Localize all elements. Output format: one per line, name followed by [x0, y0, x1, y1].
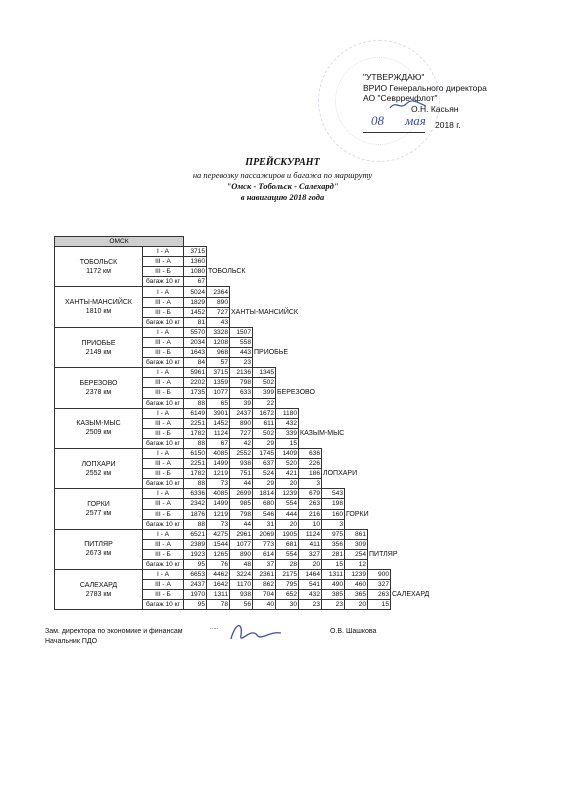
- fare-cell: 28: [276, 560, 299, 570]
- fare-cell: 490: [322, 580, 345, 590]
- fare-cell: 1829: [184, 297, 207, 307]
- class-label: багаж 10 кг: [143, 479, 184, 489]
- class-label: III - А: [143, 539, 184, 549]
- fare-cell: 3: [322, 519, 345, 529]
- table-row: [55, 287, 431, 297]
- fare-cell: 3715: [184, 247, 207, 257]
- fare-cell: 861: [345, 529, 368, 539]
- fare-cell: 890: [207, 297, 230, 307]
- fare-cell: 444: [276, 509, 299, 519]
- fare-cell: 6150: [184, 448, 207, 458]
- fare-cell: 2251: [184, 459, 207, 469]
- station-cell: [55, 247, 143, 287]
- fare-cell: 20: [276, 479, 299, 489]
- fare-cell: 1507: [230, 327, 253, 337]
- footer-mark: .....: [210, 625, 219, 631]
- fare-cell: 67: [207, 438, 230, 448]
- fare-cell: 3224: [230, 570, 253, 580]
- station-distance: 1172 км: [86, 267, 111, 275]
- fare-cell: 198: [322, 499, 345, 509]
- fare-cell: 15: [276, 438, 299, 448]
- fare-cell: 1643: [184, 348, 207, 358]
- fare-cell: 938: [230, 590, 253, 600]
- origin-cell: ОМСК: [55, 237, 184, 247]
- fare-cell: 637: [253, 459, 276, 469]
- fare-table: [54, 236, 430, 610]
- station-cell: [55, 287, 143, 327]
- destination-label: ГОРКИ: [346, 510, 369, 518]
- class-label: III - Б: [143, 388, 184, 398]
- fare-cell: 502: [253, 428, 276, 438]
- fare-cell: 611: [253, 418, 276, 428]
- fare-cell: 411: [299, 539, 322, 549]
- doc-title: ПРЕЙСКУРАНТ: [245, 157, 320, 168]
- class-label: I - А: [143, 529, 184, 539]
- fare-cell: 6521: [184, 529, 207, 539]
- approval-signatory: [363, 104, 513, 115]
- fare-cell: 2202: [184, 378, 207, 388]
- footer-signature: [225, 617, 285, 649]
- fare-cell: 20: [299, 560, 322, 570]
- approval-date-day: 08: [371, 113, 384, 128]
- class-label: I - А: [143, 368, 184, 378]
- station-cell: [55, 448, 143, 488]
- fare-cell: 1219: [207, 509, 230, 519]
- fare-cell: 862: [253, 580, 276, 590]
- fare-cell: 95: [184, 600, 207, 610]
- fare-cell: 798: [230, 378, 253, 388]
- fare-cell: 327: [299, 549, 322, 559]
- station-name: БЕРЕЗОВО: [79, 379, 118, 387]
- fare-cell: 44: [230, 479, 253, 489]
- footer-position-1: Зам. директора по экономике и финансам: [45, 628, 183, 635]
- station-name: ГОРКИ: [87, 501, 110, 509]
- station-cell: [55, 529, 143, 569]
- fare-cell: 263: [368, 590, 391, 600]
- fare-cell: 254: [345, 549, 368, 559]
- fare-cell: 23: [322, 600, 345, 610]
- fare-cell: 890: [230, 418, 253, 428]
- fare-cell: 1124: [207, 428, 230, 438]
- table-row: [55, 529, 431, 539]
- fare-cell: 968: [207, 348, 230, 358]
- destination-label: ПРИОБЬЕ: [254, 349, 289, 357]
- fare-cell: 1499: [207, 499, 230, 509]
- fare-cell: 543: [322, 489, 345, 499]
- approval-signature: [388, 98, 428, 112]
- fare-cell: 2437: [184, 580, 207, 590]
- class-label: багаж 10 кг: [143, 560, 184, 570]
- fare-cell: 773: [253, 539, 276, 549]
- fare-cell: 1876: [184, 509, 207, 519]
- fare-cell: 546: [253, 509, 276, 519]
- fare-cell: 1170: [230, 580, 253, 590]
- fare-cell: 2361: [253, 570, 276, 580]
- fare-cell: 614: [253, 549, 276, 559]
- destination-label: САЛЕХАРД: [392, 591, 430, 599]
- fare-cell: 73: [207, 519, 230, 529]
- fare-cell: 1745: [253, 448, 276, 458]
- class-label: багаж 10 кг: [143, 277, 184, 287]
- station-name: ЛОПХАРИ: [81, 460, 116, 468]
- footer-name: О.В. Шашкова: [330, 628, 377, 635]
- table-row: [55, 327, 431, 337]
- fare-cell: 88: [184, 479, 207, 489]
- fare-cell: 679: [299, 489, 322, 499]
- station-cell: [55, 368, 143, 408]
- fare-cell: 20: [345, 600, 368, 610]
- table-row: [55, 448, 431, 458]
- station-name: ПИТЛЯР: [84, 541, 113, 549]
- station-distance: 1810 км: [85, 308, 112, 316]
- fare-cell: 1452: [207, 418, 230, 428]
- class-label: III - А: [143, 297, 184, 307]
- fare-cell: 1219: [207, 469, 230, 479]
- station-name: ХАНТЫ-МАНСИЙСК: [64, 299, 132, 307]
- class-label: I - А: [143, 489, 184, 499]
- fare-cell: 226: [299, 459, 322, 469]
- fare-cell: 78: [207, 600, 230, 610]
- station-cell: [55, 327, 143, 367]
- fare-cell: 39: [230, 398, 253, 408]
- fare-cell: 1642: [207, 580, 230, 590]
- fare-cell: 1464: [299, 570, 322, 580]
- fare-cell: 186: [299, 469, 322, 479]
- fare-cell: 1265: [207, 549, 230, 559]
- approval-heading: "УТВЕРЖДАЮ": [363, 72, 425, 82]
- approval-date: [363, 113, 513, 134]
- fare-cell: 2389: [184, 539, 207, 549]
- class-label: III - Б: [143, 590, 184, 600]
- station-cell: [55, 408, 143, 448]
- fare-cell: 44: [230, 519, 253, 529]
- fare-cell: 12: [345, 560, 368, 570]
- station-distance: 2149 км: [85, 348, 112, 356]
- fare-cell: 1124: [299, 529, 322, 539]
- fare-cell: 2437: [230, 408, 253, 418]
- fare-cell: 1080: [184, 267, 207, 277]
- fare-cell: 281: [322, 549, 345, 559]
- station-name: САЛЕХАРД: [79, 581, 118, 589]
- fare-cell: 795: [276, 580, 299, 590]
- class-label: багаж 10 кг: [143, 398, 184, 408]
- class-label: III - Б: [143, 509, 184, 519]
- class-label: I - А: [143, 327, 184, 337]
- fare-cell: 15: [368, 600, 391, 610]
- fare-cell: 2961: [230, 529, 253, 539]
- fare-cell: 443: [230, 348, 253, 358]
- fare-cell: 31: [253, 519, 276, 529]
- fare-cell: 1409: [276, 448, 299, 458]
- fare-cell: 88: [184, 519, 207, 529]
- fare-cell: 900: [368, 570, 391, 580]
- fare-cell: 365: [345, 590, 368, 600]
- fare-cell: 541: [299, 580, 322, 590]
- fare-cell: 4462: [207, 570, 230, 580]
- fare-cell: 23: [230, 358, 253, 368]
- fare-cell: 1499: [207, 459, 230, 469]
- fare-cell: 2342: [184, 499, 207, 509]
- station-name: ТОБОЛЬСК: [79, 258, 118, 266]
- fare-cell: 216: [299, 509, 322, 519]
- fare-cell: 339: [276, 428, 299, 438]
- fare-cell: 5570: [184, 327, 207, 337]
- fare-cell: 385: [322, 590, 345, 600]
- destination-label: КАЗЫМ-МЫС: [300, 429, 345, 437]
- fare-cell: 4085: [207, 489, 230, 499]
- class-label: III - Б: [143, 469, 184, 479]
- station-distance: 2509 км: [85, 429, 112, 437]
- fare-cell: 1544: [207, 539, 230, 549]
- fare-cell: 2552: [230, 448, 253, 458]
- fare-cell: 56: [230, 600, 253, 610]
- fare-cell: 421: [276, 469, 299, 479]
- fare-cell: 2175: [276, 570, 299, 580]
- fare-cell: 40: [253, 600, 276, 610]
- fare-cell: 81: [184, 317, 207, 327]
- class-label: I - А: [143, 247, 184, 257]
- class-label: III - А: [143, 337, 184, 347]
- fare-cell: 938: [230, 459, 253, 469]
- class-label: III - А: [143, 418, 184, 428]
- fare-cell: 432: [276, 418, 299, 428]
- fare-cell: 985: [230, 499, 253, 509]
- destination-label: ХАНТЫ-МАНСИЙСК: [231, 308, 299, 316]
- approval-signatory-name: О.Н. Касьян: [411, 103, 459, 114]
- fare-cell: 1239: [345, 570, 368, 580]
- destination-label: ЛОПХАРИ: [323, 470, 358, 478]
- fare-cell: 67: [184, 277, 207, 287]
- fare-cell: 2136: [230, 368, 253, 378]
- fare-cell: 10: [299, 519, 322, 529]
- fare-cell: 160: [322, 509, 345, 519]
- approval-date-year: 2018 г.: [435, 120, 461, 130]
- fare-cell: 6149: [184, 408, 207, 418]
- fare-cell: 37: [253, 560, 276, 570]
- fare-cell: 5024: [184, 287, 207, 297]
- fare-cell: 554: [276, 549, 299, 559]
- fare-cell: 1452: [184, 307, 207, 317]
- fare-cell: 727: [207, 307, 230, 317]
- class-label: III - Б: [143, 428, 184, 438]
- station-name: КАЗЫМ-МЫС: [76, 420, 121, 428]
- table-row: [55, 368, 431, 378]
- class-label: багаж 10 кг: [143, 600, 184, 610]
- approval-position: ВРИО Генерального директора: [363, 82, 487, 93]
- footer-position-2: Начальник ПДО: [45, 638, 98, 645]
- fare-cell: 6336: [184, 489, 207, 499]
- fare-cell: 42: [230, 438, 253, 448]
- class-label: I - А: [143, 570, 184, 580]
- class-label: I - А: [143, 448, 184, 458]
- fare-cell: 2699: [230, 489, 253, 499]
- fare-cell: 29: [253, 479, 276, 489]
- table-header-row: [55, 237, 431, 247]
- fare-cell: 680: [253, 499, 276, 509]
- fare-cell: 1077: [230, 539, 253, 549]
- fare-cell: 1782: [184, 428, 207, 438]
- fare-cell: 1923: [184, 549, 207, 559]
- fare-cell: 1735: [184, 388, 207, 398]
- fare-cell: 1905: [276, 529, 299, 539]
- class-label: III - Б: [143, 267, 184, 277]
- fare-cell: 30: [276, 600, 299, 610]
- fare-cell: 1345: [253, 368, 276, 378]
- fare-cell: 1208: [207, 337, 230, 347]
- fare-cell: 636: [299, 448, 322, 458]
- station-cell: [55, 489, 143, 529]
- station-distance: 2577 км: [85, 510, 112, 518]
- fare-cell: 975: [322, 529, 345, 539]
- fare-cell: 4275: [207, 529, 230, 539]
- fare-cell: 1814: [253, 489, 276, 499]
- fare-cell: 88: [184, 438, 207, 448]
- doc-season: в навигацию 2018 года: [240, 192, 325, 202]
- fare-cell: 43: [207, 317, 230, 327]
- fare-cell: 1672: [253, 408, 276, 418]
- class-label: III - А: [143, 459, 184, 469]
- station-distance: 2673 км: [85, 550, 112, 558]
- fare-cell: 704: [253, 590, 276, 600]
- class-label: III - Б: [143, 348, 184, 358]
- station-name: ПРИОБЬЕ: [81, 339, 116, 347]
- fare-cell: 73: [207, 479, 230, 489]
- fare-cell: 95: [184, 560, 207, 570]
- class-label: багаж 10 кг: [143, 358, 184, 368]
- fare-cell: 1970: [184, 590, 207, 600]
- fare-cell: 76: [207, 560, 230, 570]
- fare-cell: 1311: [322, 570, 345, 580]
- fare-cell: 22: [253, 398, 276, 408]
- fare-cell: 84: [184, 358, 207, 368]
- fare-cell: 1077: [207, 388, 230, 398]
- fare-cell: 798: [230, 509, 253, 519]
- fare-cell: 1782: [184, 469, 207, 479]
- fare-cell: 520: [276, 459, 299, 469]
- fare-cell: 2069: [253, 529, 276, 539]
- approval-block: [363, 72, 513, 134]
- class-label: III - Б: [143, 307, 184, 317]
- fare-cell: 652: [276, 590, 299, 600]
- destination-label: ТОБОЛЬСК: [208, 268, 246, 276]
- class-label: багаж 10 кг: [143, 519, 184, 529]
- fare-cell: 3: [299, 479, 322, 489]
- destination-label: БЕРЕЗОВО: [277, 389, 315, 397]
- fare-cell: 29: [253, 438, 276, 448]
- fare-cell: 48: [230, 560, 253, 570]
- fare-cell: 432: [299, 590, 322, 600]
- fare-cell: 4085: [207, 448, 230, 458]
- table-row: [55, 570, 431, 580]
- fare-cell: 3328: [207, 327, 230, 337]
- destination-label: ПИТЛЯР: [369, 550, 398, 558]
- fare-cell: 356: [322, 539, 345, 549]
- class-label: III - Б: [143, 549, 184, 559]
- fare-cell: 460: [345, 580, 368, 590]
- fare-cell: 263: [299, 499, 322, 509]
- fare-cell: 23: [299, 600, 322, 610]
- class-label: III - А: [143, 580, 184, 590]
- fare-cell: 502: [253, 378, 276, 388]
- class-label: багаж 10 кг: [143, 317, 184, 327]
- fare-cell: 554: [276, 499, 299, 509]
- fare-cell: 2034: [184, 337, 207, 347]
- fare-cell: 3901: [207, 408, 230, 418]
- fare-cell: 309: [345, 539, 368, 549]
- fare-cell: 20: [276, 519, 299, 529]
- fare-cell: 524: [253, 469, 276, 479]
- fare-cell: 65: [207, 398, 230, 408]
- fare-cell: 633: [230, 388, 253, 398]
- date-underline: [363, 132, 425, 133]
- fare-cell: 327: [368, 580, 391, 590]
- class-label: багаж 10 кг: [143, 438, 184, 448]
- fare-cell: 1180: [276, 408, 299, 418]
- station-distance: 2378 км: [85, 388, 112, 396]
- fare-cell: 2364: [207, 287, 230, 297]
- fare-cell: 681: [276, 539, 299, 549]
- fare-cell: 751: [230, 469, 253, 479]
- fare-cell: 57: [207, 358, 230, 368]
- approval-company: АО "Севрречфлот": [363, 93, 438, 103]
- class-label: III - А: [143, 499, 184, 509]
- fare-cell: 5961: [184, 368, 207, 378]
- station-cell: [55, 570, 143, 610]
- class-label: III - А: [143, 257, 184, 267]
- table-row: [55, 247, 431, 257]
- fare-cell: 3715: [207, 368, 230, 378]
- approval-date-month: мая: [405, 113, 426, 128]
- fare-cell: 88: [184, 398, 207, 408]
- table-row: [55, 489, 431, 499]
- fare-cell: 6653: [184, 570, 207, 580]
- station-distance: 2783 км: [85, 590, 112, 598]
- fare-cell: 890: [230, 549, 253, 559]
- fare-cell: 399: [253, 388, 276, 398]
- class-label: III - А: [143, 378, 184, 388]
- class-label: I - А: [143, 408, 184, 418]
- fare-cell: 558: [230, 337, 253, 347]
- fare-cell: 727: [230, 428, 253, 438]
- fare-cell: 15: [322, 560, 345, 570]
- fare-cell: 1311: [207, 590, 230, 600]
- fare-cell: 1239: [276, 489, 299, 499]
- fare-cell: 1360: [184, 257, 207, 267]
- doc-route: "Омск - Тобольск - Салехард": [226, 181, 339, 191]
- table-row: [55, 408, 431, 418]
- fare-cell: 2251: [184, 418, 207, 428]
- class-label: I - А: [143, 287, 184, 297]
- station-distance: 2552 км: [85, 469, 112, 477]
- fare-cell: 1359: [207, 378, 230, 388]
- doc-subtitle: на перевозку пассажиров и багажа по маршруту: [192, 170, 373, 180]
